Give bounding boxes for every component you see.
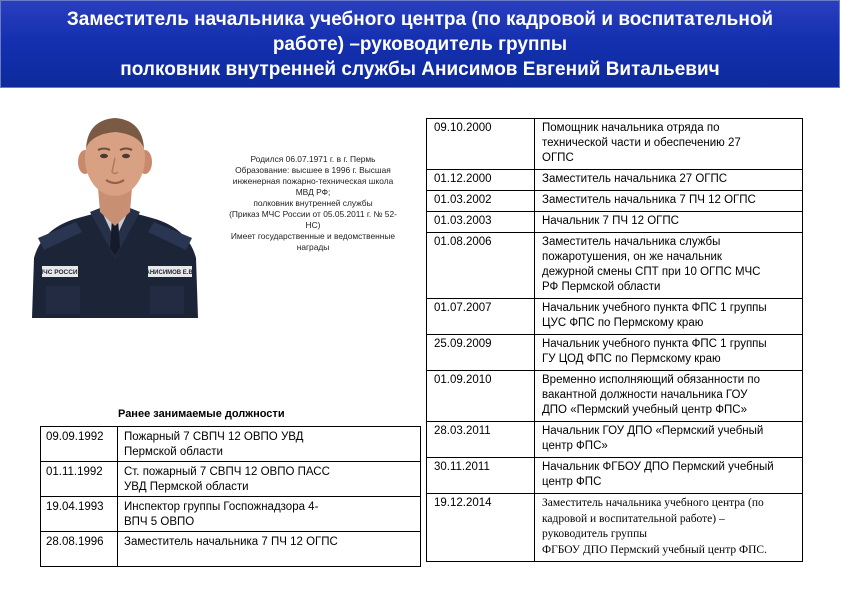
- bio-line: Родился 06.07.1971 г. в г. Пермь: [250, 154, 376, 164]
- position-text-line: ВПЧ 5 ОВПО: [124, 516, 195, 528]
- position-date: 28.03.2011: [427, 422, 535, 458]
- bio-line: НС): [305, 220, 321, 230]
- position-text-line: вакантной должности начальника ГОУ: [542, 389, 748, 401]
- portrait-illustration: [28, 108, 202, 318]
- table-row: [427, 458, 803, 494]
- header-title-line-1: Заместитель начальника учебного центра (по кадровой и воспитательной: [66, 8, 774, 30]
- position-description: [118, 532, 421, 567]
- position-description: [118, 462, 421, 497]
- table-row: [427, 335, 803, 371]
- position-text-line: Заместитель начальника учебного центра (по: [542, 497, 764, 509]
- bio-line: награды: [296, 242, 330, 252]
- position-text-line: пожаротушения, он же начальник: [542, 251, 722, 263]
- position-description: [535, 212, 803, 233]
- position-text-line: кадровой и воспитательной работе) –: [542, 512, 725, 525]
- position-text-line: Начальник ФГБОУ ДПО Пермский учебный: [542, 461, 774, 473]
- table-row: [427, 422, 803, 458]
- table-row: [427, 212, 803, 233]
- table-row: [427, 191, 803, 212]
- position-description: [118, 427, 421, 462]
- position-text-line: технической части и обеспечению 27: [542, 137, 741, 149]
- position-text-line: Заместитель начальника службы: [542, 236, 721, 248]
- position-text-line: Пожарный 7 СВПЧ 12 ОВПО УВД: [124, 431, 304, 443]
- table-row: [41, 497, 421, 532]
- bio-line: полковник внутренней службы: [253, 198, 373, 208]
- position-description: [535, 191, 803, 212]
- position-text-line: Временно исполняющий обязанности по: [542, 374, 761, 386]
- position-text-line: Заместитель начальника 27 ОГПС: [542, 173, 728, 185]
- position-text-line: Начальник учебного пункта ФПС 1 группы: [542, 338, 767, 350]
- position-text-line: ЦУС ФПС по Пермскому краю: [542, 317, 704, 329]
- position-date: 01.09.2010: [427, 371, 535, 422]
- table-row: [41, 427, 421, 462]
- career-table: [426, 118, 803, 562]
- position-text-line: Помощник начальника отряда по: [542, 122, 720, 134]
- header-title-line-2: работе) –руководитель группы: [272, 33, 568, 55]
- position-date: 01.11.1992: [41, 462, 118, 497]
- position-date: 01.03.2003: [427, 212, 535, 233]
- previous-positions-table: [40, 426, 421, 567]
- position-description: [535, 458, 803, 494]
- uniform-patch-right: АНИСИМОВ Е.В.: [145, 270, 195, 276]
- position-date: 09.09.1992: [41, 427, 118, 462]
- position-date: 19.04.1993: [41, 497, 118, 532]
- position-description: [535, 494, 803, 562]
- table-row: [427, 299, 803, 335]
- bio-line: Образование: высшее в 1996 г. Высшая: [235, 165, 391, 175]
- position-date: 28.08.1996: [41, 532, 118, 567]
- biography-text: [206, 154, 420, 253]
- position-date: 01.12.2000: [427, 170, 535, 191]
- position-date: 30.11.2011: [427, 458, 535, 494]
- table-row: [41, 462, 421, 497]
- position-text-line: Пермской области: [124, 446, 223, 458]
- position-text-line: Заместитель начальника 7 ПЧ 12 ОГПС: [124, 536, 338, 548]
- portrait-photo: [28, 108, 202, 318]
- position-text-line: РФ Пермской области: [542, 281, 661, 293]
- table-row: [427, 371, 803, 422]
- table-row: [427, 170, 803, 191]
- position-date: 01.03.2002: [427, 191, 535, 212]
- position-text-line: ГУ ЦОД ФПС по Пермскому краю: [542, 353, 721, 365]
- position-text-line: Начальник 7 ПЧ 12 ОГПС: [542, 215, 679, 227]
- position-text-line: центр ФПС: [542, 476, 602, 488]
- position-date: 09.10.2000: [427, 119, 535, 170]
- position-text-line: Ст. пожарный 7 СВПЧ 12 ОВПО ПАСС: [124, 466, 330, 478]
- previous-positions-title: Ранее занимаемые должности: [118, 408, 285, 420]
- position-text-line: центр ФПС»: [542, 440, 608, 452]
- bio-line: МВД РФ;: [295, 187, 331, 197]
- position-description: [535, 170, 803, 191]
- position-text-line: Инспектор группы Госпожнадзора 4-: [124, 501, 319, 513]
- table-row: [427, 494, 803, 562]
- position-date: 25.09.2009: [427, 335, 535, 371]
- table-row: [427, 119, 803, 170]
- position-description: [535, 299, 803, 335]
- position-description: [118, 497, 421, 532]
- position-date: 01.07.2007: [427, 299, 535, 335]
- position-description: [535, 233, 803, 299]
- position-text-line: ДПО «Пермский учебный центр ФПС»: [542, 404, 747, 416]
- slide-header: [0, 0, 840, 88]
- position-text-line: Заместитель начальника 7 ПЧ 12 ОГПС: [542, 194, 756, 206]
- bio-line: Имеет государственные и ведомственные: [230, 231, 396, 241]
- uniform-patch-left: МЧС РОССИИ: [37, 269, 83, 276]
- bio-line: (Приказ МЧС России от 05.05.2011 г. № 52-: [229, 209, 397, 219]
- position-text-line: Начальник ГОУ ДПО «Пермский учебный: [542, 425, 764, 437]
- position-text-line: дежурной смены СПТ при 10 ОГПС МЧС: [542, 266, 761, 278]
- position-text-line: руководитель группы: [542, 528, 647, 540]
- position-description: [535, 335, 803, 371]
- position-text-line: УВД Пермской области: [124, 481, 249, 493]
- position-text-line: ФГБОУ ДПО Пермский учебный центр ФПС.: [542, 543, 767, 556]
- position-description: [535, 119, 803, 170]
- header-title-line-3: полковник внутренней службы Анисимов Евгений Витальевич: [120, 58, 720, 80]
- position-text-line: ОГПС: [542, 152, 574, 164]
- position-description: [535, 371, 803, 422]
- table-row: [41, 532, 421, 567]
- position-description: [535, 422, 803, 458]
- position-date: 01.08.2006: [427, 233, 535, 299]
- bio-line: инженерная пожарно-техническая школа: [232, 176, 394, 186]
- position-date: 19.12.2014: [427, 494, 535, 562]
- position-text-line: Начальник учебного пункта ФПС 1 группы: [542, 302, 767, 314]
- table-row: [427, 233, 803, 299]
